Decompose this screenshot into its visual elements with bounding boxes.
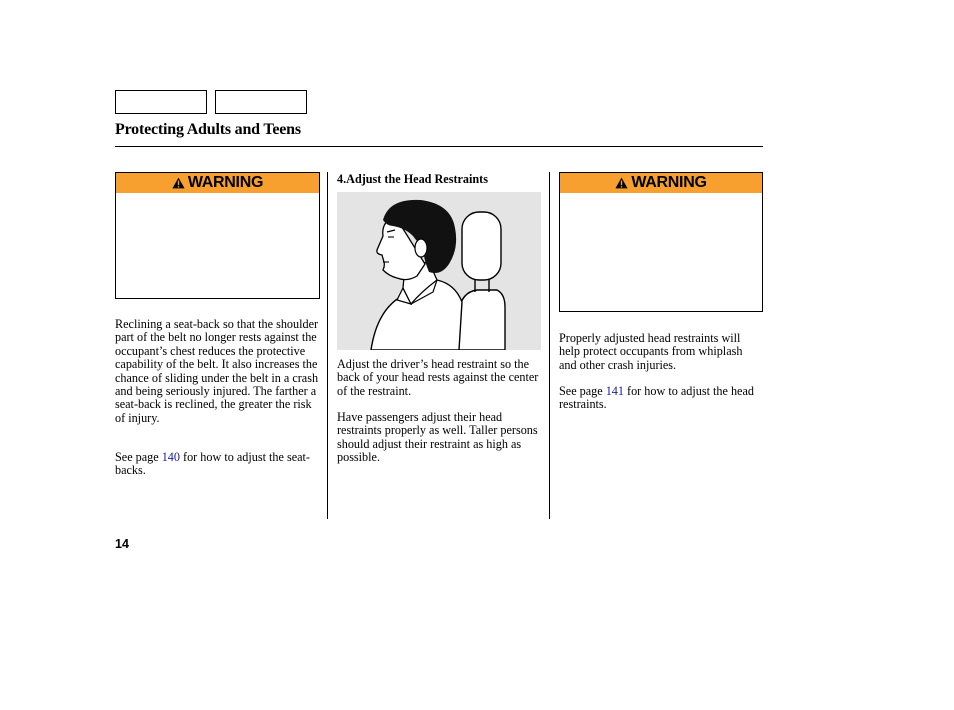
page-140-link[interactable]: 140 [161,450,180,464]
warning-box-right [559,172,763,312]
head-restraint-figure [337,192,541,350]
right-reference [559,385,759,412]
column-divider-1 [327,172,328,519]
left-paragraph: Reclining a seat-back so that the shoulder part of the belt no longer rests against the occupant’s chest reduces the protective capability of the belt. It also increases the chance of sliding under the belt in a crash and being seriously injured. The farther a seat-back is reclined, the greater the risk of injury. [115,317,319,425]
right-body-text: Properly adjusted head restraints will help protect occupants from whiplash and other crash injuries. [559,331,743,372]
left-reference [115,451,321,478]
warning-label-left: WARNING [187,174,264,191]
page-number: 14 [115,537,129,551]
nav-tab-2[interactable] [215,90,307,114]
driver-head-restraint-illustration-icon [337,192,541,350]
right-ref-suffix: for how to adjust the head restraints. [559,384,754,412]
warning-triangle-icon [172,177,185,189]
warning-banner-left [116,173,319,193]
warning-box-left [115,172,320,299]
column-divider-2 [549,172,550,519]
page-title: Protecting Adults and Teens [115,121,301,138]
warning-label-right: WARNING [631,174,707,191]
warning-banner-right [560,173,762,193]
left-ref-prefix: See page [115,450,162,464]
left-body-text [115,318,321,425]
left-ref-suffix: for how to adjust the seat-backs. [115,450,310,478]
middle-paragraph-2: Have passengers adjust their head restraints properly as well. Taller persons should adjust their restraint as high as possible. [337,410,538,465]
nav-tab-1[interactable] [115,90,207,114]
section-heading: 4.Adjust the Head Restraints [337,172,488,186]
page-141-link[interactable]: 141 [605,384,624,398]
middle-paragraph-1: Adjust the driver’s head restraint so the back of your head rests against the center of the restraint. [337,357,539,398]
right-ref-prefix: See page [559,384,606,398]
title-divider [115,146,763,147]
warning-triangle-icon [615,177,628,189]
